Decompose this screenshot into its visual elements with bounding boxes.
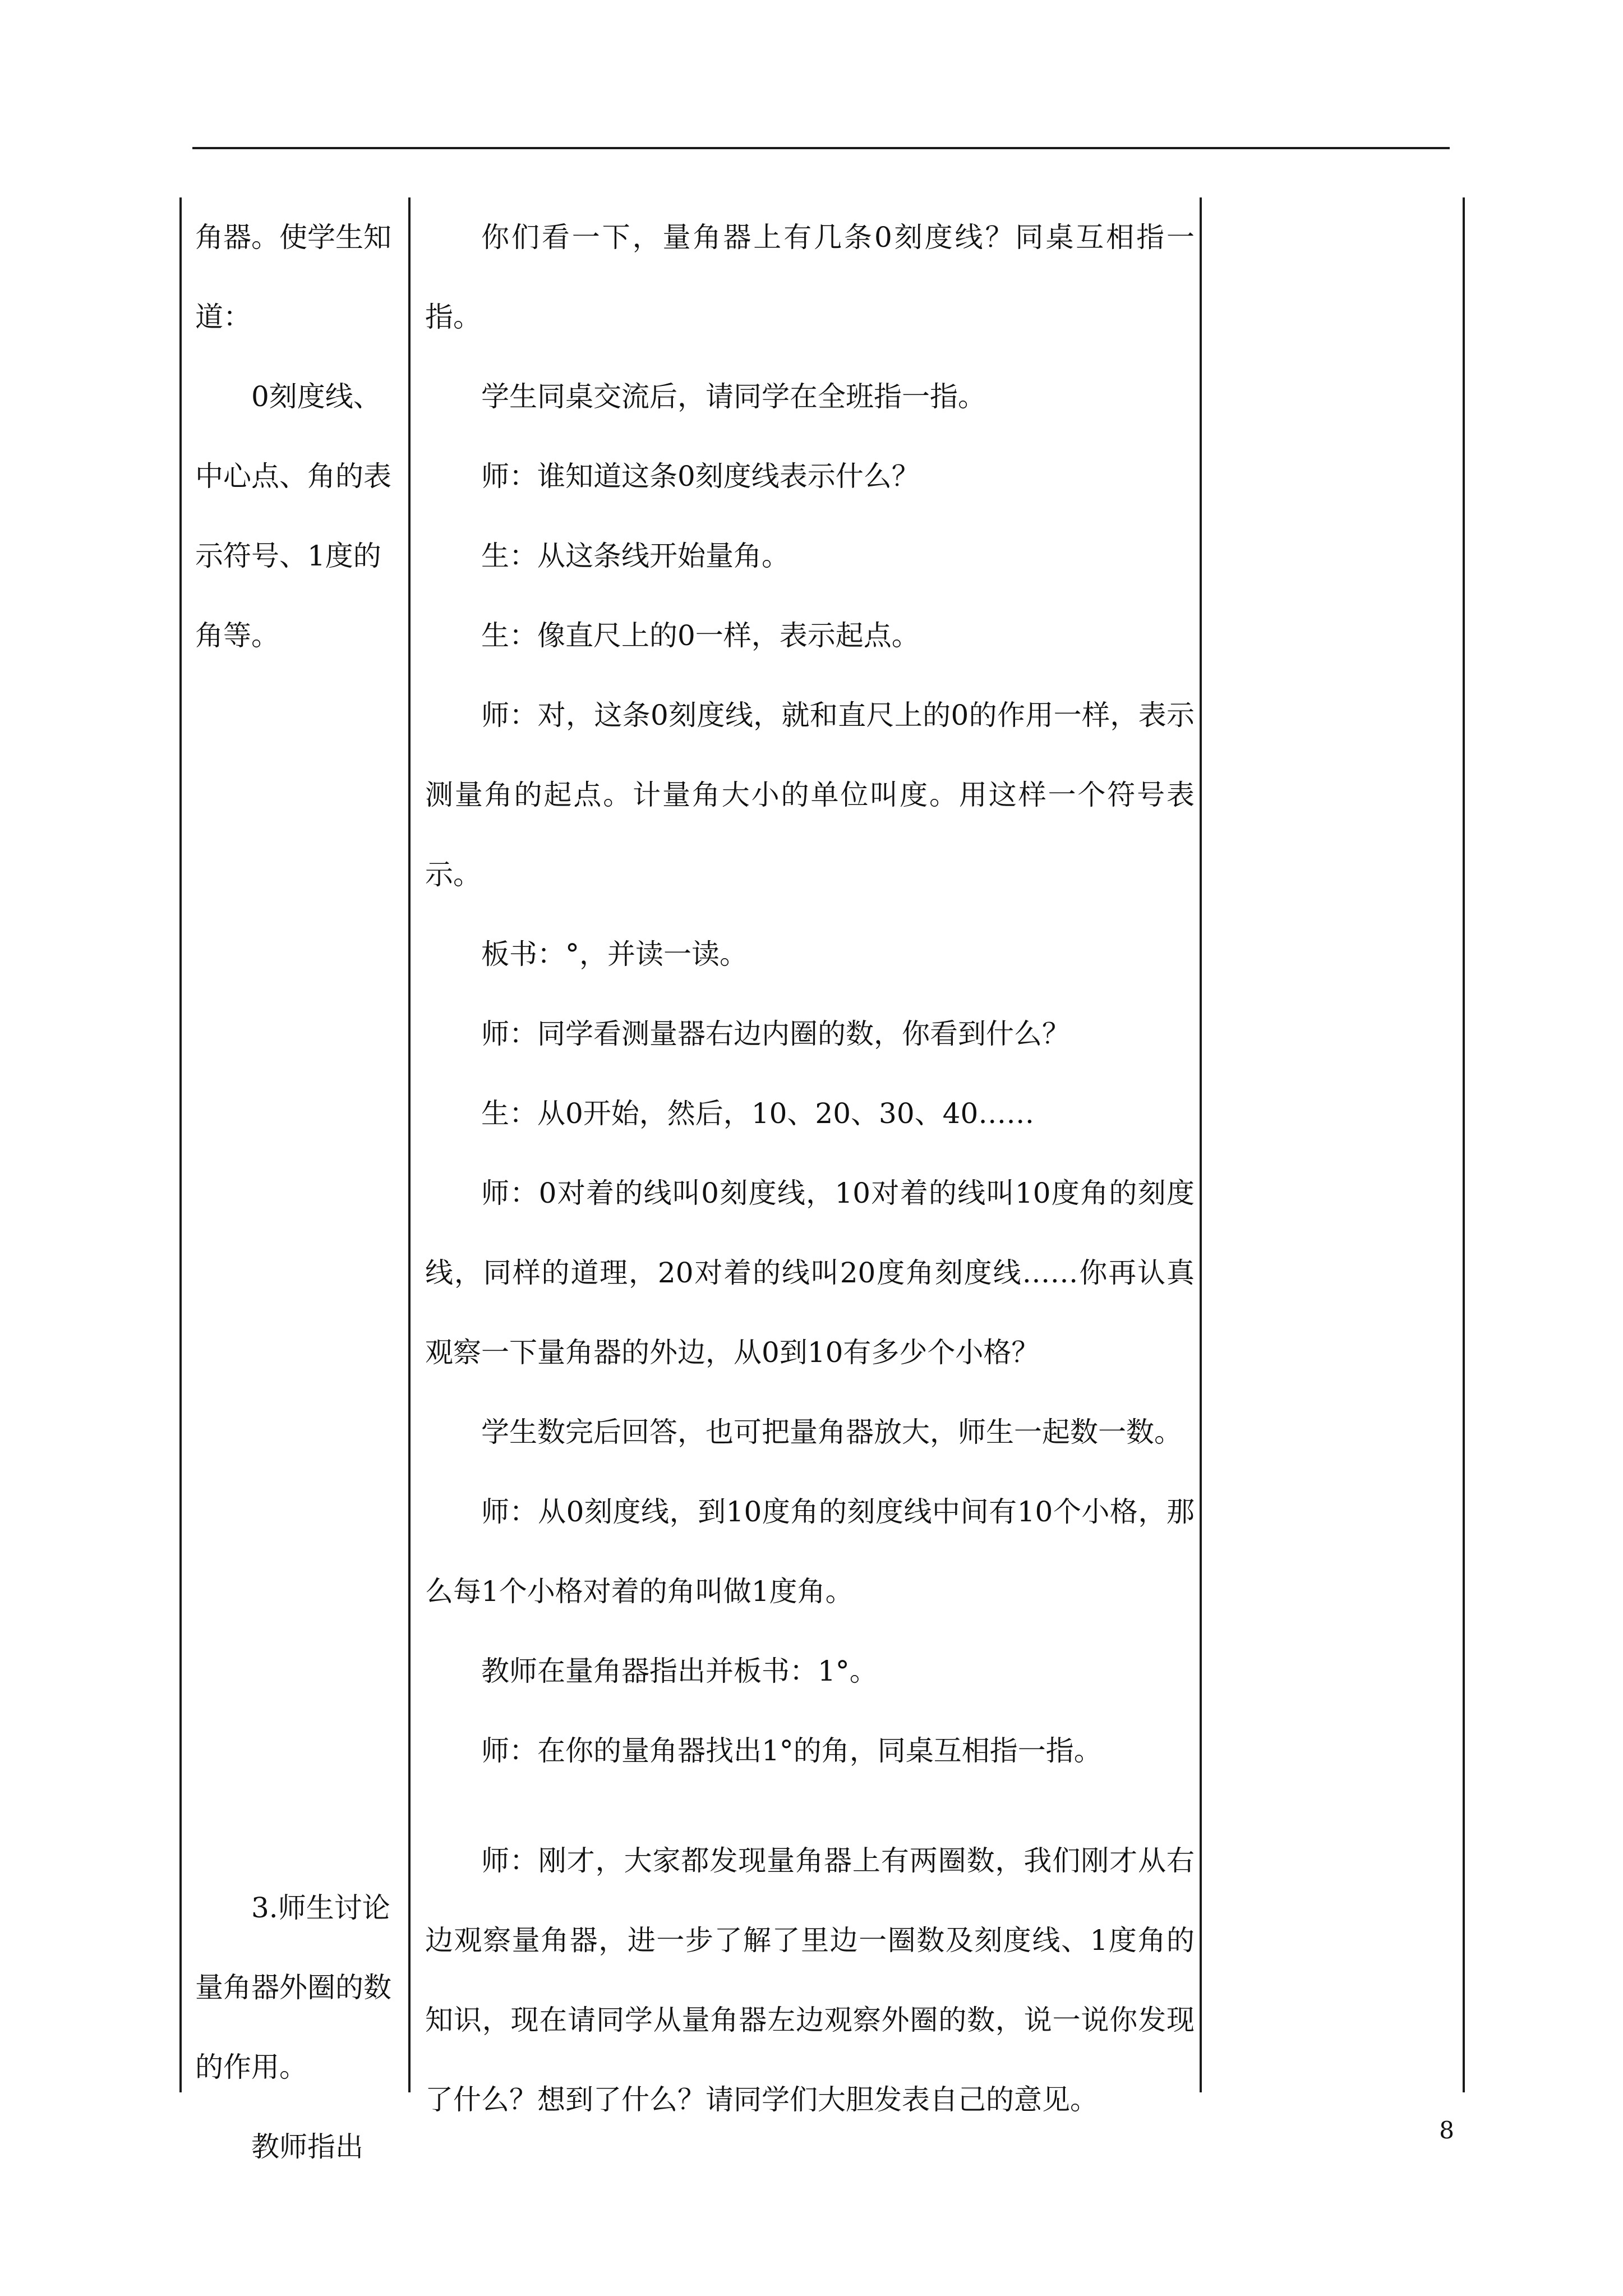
table-border-right <box>1463 197 1465 2092</box>
header-rule <box>192 147 1450 149</box>
paragraph: 教师在量角器指出并板书：1°。 <box>481 1655 878 1687</box>
paragraph: 师：对，这条0刻度线，就和直尺上的0的作用一样，表示测量角的起点。计量角大小的单位叫度。用这样一个符号表示。 <box>425 699 1195 891</box>
table-border-left <box>179 197 182 2092</box>
left-paragraph-4: 教师指出 <box>251 2131 363 2163</box>
page-number: 8 <box>1439 2116 1454 2144</box>
paragraph: 生：从这条线开始量角。 <box>481 540 790 572</box>
paragraph: 板书：°，并读一读。 <box>481 938 748 970</box>
paragraph: 师：从0刻度线，到10度角的刻度线中间有10个小格，那么每1个小格对着的角叫做1度角。 <box>425 1496 1195 1608</box>
middle-column <box>425 197 1195 2116</box>
paragraph: 师：谁知道这条0刻度线表示什么？ <box>481 460 920 493</box>
paragraph: 师：刚才，大家都发现量角器上有两圈数，我们刚才从右边观察量角器，进一步了解了里边一圈数及刻度线、1度角的知识，现在请同学从量角器左边观察外圈的数，说一说你发现了什么？想到了什么？请同学们大胆发表自己的意见。 <box>425 1844 1195 2116</box>
paragraph: 生：像直尺上的0一样，表示起点。 <box>481 619 920 652</box>
paragraph: 师：在你的量角器找出1°的角，同桌互相指一指。 <box>481 1734 1102 1767</box>
left-paragraph-3: 3.师生讨论量角器外圈的数的作用。 <box>195 1892 391 2083</box>
left-spacer <box>195 675 398 1868</box>
left-paragraph-2: 0刻度线、中心点、角的表示符号、1度的角等。 <box>195 380 391 652</box>
paragraph: 你们看一下，量角器上有几条0刻度线？同桌互相指一指。 <box>425 221 1195 333</box>
paragraph: 师：0对着的线叫0刻度线，10对着的线叫10度角的刻度线，同样的道理，20对着的线叫20度角刻度线……你再认真观察一下量角器的外边，从0到10有多少个小格？ <box>425 1177 1195 1369</box>
paragraph: 学生同桌交流后，请同学在全班指一指。 <box>481 380 986 413</box>
table-column-divider-2 <box>1200 197 1202 2092</box>
left-paragraph-1: 角器。使学生知道： <box>195 221 391 333</box>
paragraph: 生：从0开始，然后，10、20、30、40…… <box>481 1097 1035 1130</box>
paragraph-gap <box>425 1791 1195 1821</box>
left-column <box>195 197 398 2163</box>
paragraph: 学生数完后回答，也可把量角器放大，师生一起数一数。 <box>481 1416 1182 1448</box>
paragraph: 师：同学看测量器右边内圈的数，你看到什么？ <box>481 1018 1070 1050</box>
table-column-divider-1 <box>408 197 411 2092</box>
